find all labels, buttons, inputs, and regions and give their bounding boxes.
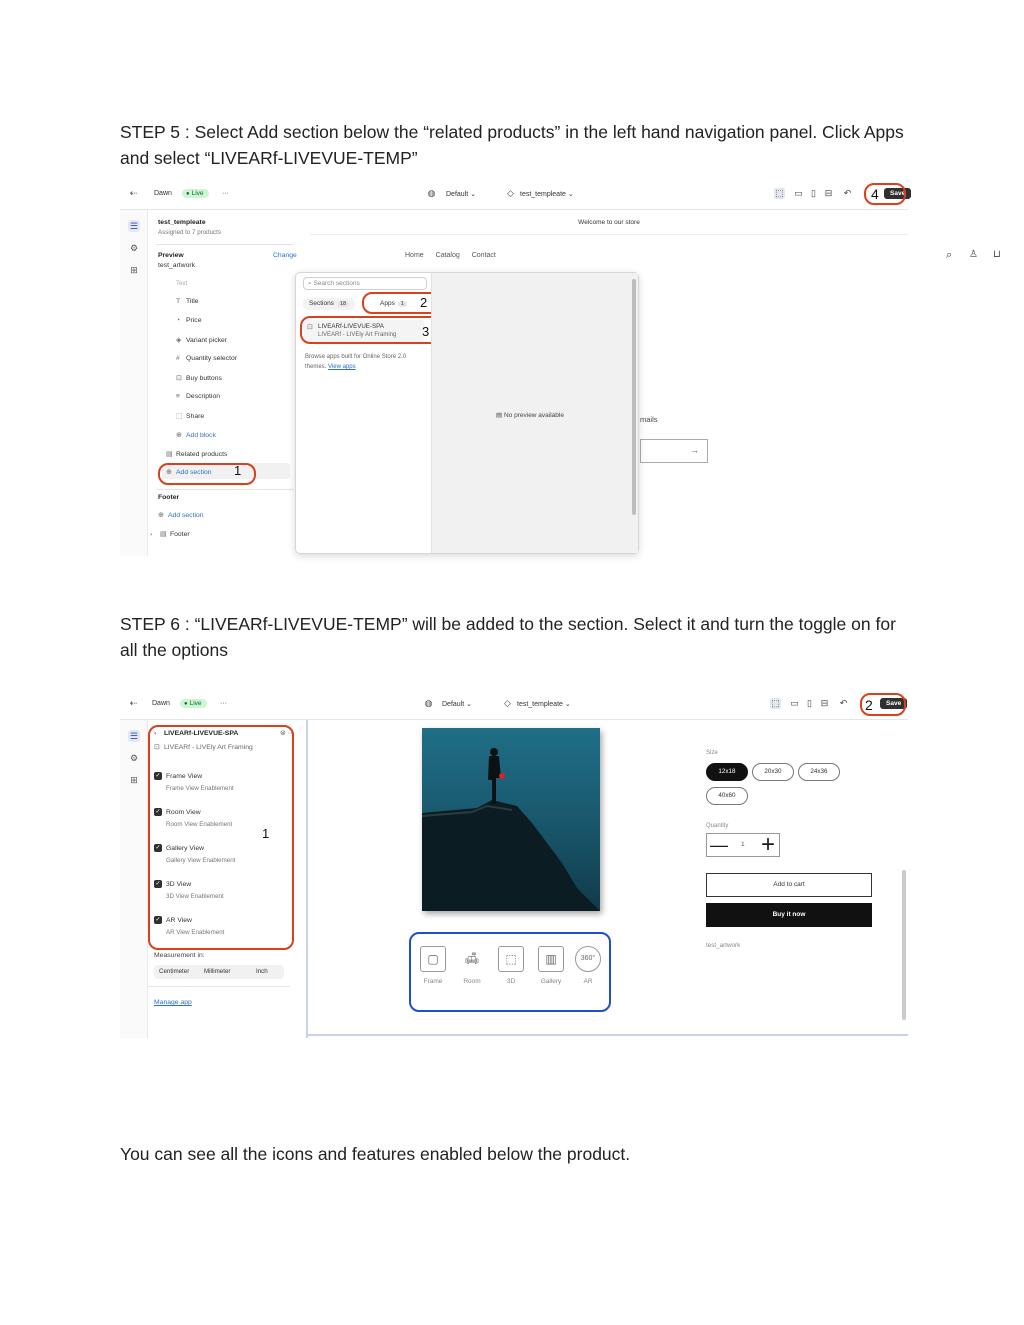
footer-add-section-button[interactable]: ⊕ Add section bbox=[158, 512, 204, 519]
gallery-view-checkbox[interactable]: ✓ Gallery View bbox=[155, 844, 205, 852]
plus-circle-icon: ⊕ bbox=[166, 469, 172, 476]
add-to-cart-button[interactable]: Add to cart bbox=[706, 873, 872, 897]
step-5-instruction: STEP 5 : Select Add section below the “related products” in the left hand navigation panel. Click Apps and select “LIVEARf-LIVEVUE-TEMP” bbox=[120, 122, 904, 168]
template-assigned: Assigned to 7 products bbox=[158, 229, 221, 236]
chevron-right-icon: › bbox=[150, 531, 153, 538]
step-6-instruction: STEP 6 : “LIVEARf-LIVEVUE-TEMP” will be added to the section. Select it and turn the toggle on for all the options bbox=[120, 614, 896, 660]
product-preview bbox=[306, 720, 908, 1038]
block-price[interactable]: ◔ Price bbox=[176, 317, 202, 324]
gallery-view-help: Gallery View Enablement bbox=[166, 857, 236, 864]
exit-icon[interactable]: ⇠ bbox=[129, 698, 138, 708]
annotation-circle-2 bbox=[860, 693, 906, 716]
template-title: test_templeate bbox=[158, 219, 206, 226]
footer-section-item[interactable]: › ▤ Footer bbox=[150, 531, 190, 538]
feature-gallery[interactable]: ▥ Gallery bbox=[532, 946, 570, 985]
plus-circle-icon: ⊕ bbox=[176, 432, 182, 439]
annotation-3: 3 bbox=[422, 324, 430, 339]
more-menu-button[interactable]: ··· bbox=[220, 700, 227, 707]
inspector-icon[interactable]: ⬚ bbox=[775, 188, 784, 198]
checkbox-checked-icon: ✓ bbox=[155, 845, 161, 851]
globe-icon: ◍ bbox=[424, 698, 433, 708]
rock-silhouette bbox=[422, 728, 600, 911]
section-icon: ▤ bbox=[166, 451, 173, 458]
size-chip-20x30[interactable]: 20x30 bbox=[752, 763, 794, 781]
chevron-left-icon: ‹ bbox=[154, 730, 157, 737]
preview-icon: ▤ bbox=[496, 412, 504, 419]
checkbox-checked-icon: ✓ bbox=[155, 917, 161, 923]
picker-scrollbar[interactable] bbox=[632, 279, 636, 515]
template-selector[interactable]: test_templeate ⌄ bbox=[517, 701, 571, 708]
size-chip-40x60[interactable]: 40x60 bbox=[706, 787, 748, 805]
annotation-circle-3 bbox=[300, 316, 452, 344]
arrow-right-icon: → bbox=[690, 445, 699, 455]
frame-icon: ▢ bbox=[420, 946, 446, 972]
app-block-title[interactable]: ‹ LIVEARf-LIVEVUE-SPA bbox=[154, 730, 239, 737]
buy-it-now-button[interactable]: Buy it now bbox=[706, 903, 872, 927]
undo-icon[interactable]: ↶ bbox=[843, 188, 852, 198]
nav-home[interactable]: Home bbox=[405, 252, 424, 259]
variant-icon: ◈ bbox=[176, 337, 182, 344]
apps-icon[interactable]: ⊞ bbox=[130, 775, 138, 785]
app-name: LIVEARf-LIVEVUE-SPA bbox=[318, 323, 384, 330]
block-variant-picker[interactable]: ◈ Variant picker bbox=[176, 337, 228, 344]
annotation-box-1 bbox=[148, 725, 294, 950]
no-preview-text: ▤ No preview available bbox=[496, 412, 564, 419]
default-selector[interactable]: Default ⌄ bbox=[446, 191, 476, 198]
quantity-stepper[interactable] bbox=[706, 833, 780, 857]
checkbox-checked-icon: ✓ bbox=[155, 809, 161, 815]
sections-icon[interactable]: ☰ bbox=[129, 731, 139, 741]
product-image bbox=[422, 728, 600, 911]
announcement-bar: Welcome to our store bbox=[310, 210, 908, 235]
apps-icon[interactable]: ⊞ bbox=[130, 265, 138, 275]
frame-view-checkbox[interactable]: ✓ Frame View bbox=[155, 772, 203, 780]
section-preview-pane bbox=[431, 273, 638, 553]
3d-icon: ⬚ bbox=[498, 946, 524, 972]
fullscreen-icon[interactable]: ⊟ bbox=[824, 188, 833, 198]
gallery-icon: ▥ bbox=[538, 946, 564, 972]
room-icon: 🛋 bbox=[464, 951, 480, 965]
search-icon: ⌕ bbox=[308, 280, 314, 287]
desktop-icon[interactable]: ▭ bbox=[794, 188, 803, 198]
share-icon: ⬚ bbox=[176, 413, 183, 420]
editor-rail bbox=[120, 720, 148, 1038]
theme-name: Dawn bbox=[152, 700, 170, 707]
live-badge: ● Live bbox=[180, 699, 207, 708]
block-description[interactable]: ≡ Description bbox=[176, 393, 220, 400]
cart-icon[interactable]: ⊔ bbox=[993, 249, 1001, 260]
account-icon[interactable]: ♙ bbox=[969, 249, 978, 260]
search-icon[interactable]: ⌕ bbox=[946, 249, 953, 261]
inspector-icon[interactable]: ⬚ bbox=[771, 698, 780, 708]
checkbox-checked-icon: ✓ bbox=[155, 881, 161, 887]
vendor-text: test_artwork bbox=[706, 942, 741, 949]
3d-view-help: 3D View Enablement bbox=[166, 893, 224, 900]
block-title[interactable]: T Title bbox=[176, 298, 199, 305]
ar-view-help: AR View Enablement bbox=[166, 929, 225, 936]
add-section-picker bbox=[295, 272, 639, 554]
cart-icon: ⊡ bbox=[176, 375, 182, 382]
sections-icon[interactable]: ☰ bbox=[129, 221, 139, 231]
theme-name: Dawn bbox=[154, 190, 172, 197]
text-block-cut: Text bbox=[176, 280, 188, 287]
footer-heading: Footer bbox=[158, 494, 180, 501]
annotation-circle-4 bbox=[864, 183, 906, 205]
email-input[interactable] bbox=[640, 439, 708, 463]
quantity-label: Quantity bbox=[706, 823, 729, 829]
tag-icon: ◇ bbox=[507, 188, 514, 198]
room-view-help: Room View Enablement bbox=[166, 821, 233, 828]
settings-icon[interactable]: ⚙ bbox=[129, 243, 139, 253]
unit-centimeter[interactable]: Centimeter bbox=[159, 968, 190, 975]
related-products-section[interactable]: ▤ Related products bbox=[166, 451, 228, 458]
block-quantity-selector[interactable]: # Quantity selector bbox=[176, 355, 237, 362]
screenshot-step-5 bbox=[120, 180, 1001, 556]
save-button[interactable]: Save bbox=[884, 188, 911, 199]
preview-value: test_artwork bbox=[158, 262, 196, 269]
settings-icon[interactable]: ⚙ bbox=[129, 753, 139, 763]
hash-icon: # bbox=[176, 355, 180, 362]
editor-topbar bbox=[120, 690, 908, 720]
annotation-4: 4 bbox=[871, 186, 879, 202]
quantity-value: 1 bbox=[741, 841, 745, 848]
annotation-2: 2 bbox=[865, 697, 873, 713]
size-label: Size bbox=[706, 750, 718, 756]
lines-icon: ≡ bbox=[176, 393, 180, 400]
footer-icon: ▤ bbox=[160, 531, 167, 538]
editor-sidebar bbox=[148, 210, 302, 556]
annotation-1: 1 bbox=[234, 463, 242, 478]
add-block-button[interactable]: ⊕ Add block bbox=[176, 432, 216, 439]
block-share[interactable]: ⬚ Share bbox=[176, 413, 205, 420]
exit-icon[interactable]: ⇠ bbox=[129, 188, 138, 198]
feature-room[interactable]: 🛋 Room bbox=[455, 946, 489, 985]
ar-icon: 360° bbox=[575, 946, 601, 972]
text-icon: T bbox=[176, 298, 181, 305]
live-badge: ● Live bbox=[182, 189, 209, 198]
app-icon: ⊡ bbox=[307, 324, 313, 331]
search-sections-input[interactable]: ⌕ Search sections bbox=[303, 277, 427, 290]
ar-view-checkbox[interactable]: ✓ AR View bbox=[155, 916, 192, 924]
editor-topbar bbox=[120, 180, 908, 210]
annotation-2: 2 bbox=[420, 295, 428, 310]
undo-icon[interactable]: ↶ bbox=[839, 698, 848, 708]
fullscreen-icon[interactable]: ⊟ bbox=[820, 698, 829, 708]
app-block-subtitle: ⊡ LIVEARf - LIVEly Art Framing bbox=[154, 744, 253, 751]
change-link[interactable]: Change bbox=[273, 252, 297, 259]
app-settings-panel bbox=[148, 720, 302, 1038]
browse-apps-text: Browse apps built for Online Store 2.0 themes. View apps bbox=[305, 354, 407, 370]
preview-label: Preview bbox=[158, 252, 184, 259]
conclusion-text: You can see all the icons and features enabled below the product. bbox=[120, 1144, 631, 1164]
feature-3d[interactable]: ⬚ 3D bbox=[494, 946, 528, 985]
screenshot-step-6 bbox=[120, 690, 908, 1038]
size-chip-24x36[interactable]: 24x36 bbox=[798, 763, 840, 781]
database-icon[interactable]: ⊜ ··· bbox=[280, 730, 295, 737]
tag-icon: ◇ bbox=[504, 698, 511, 708]
frame-view-help: Frame View Enablement bbox=[166, 785, 234, 792]
measurement-label: Measurement in: bbox=[154, 952, 205, 959]
desktop-icon[interactable]: ▭ bbox=[790, 698, 799, 708]
annotation-circle-2 bbox=[362, 292, 442, 314]
plus-icon[interactable]: + bbox=[760, 831, 775, 858]
unit-inch[interactable]: Inch bbox=[256, 968, 268, 975]
annotation-1: 1 bbox=[262, 826, 270, 841]
template-selector[interactable]: test_templeate ⌄ bbox=[520, 191, 574, 198]
view-apps-link[interactable]: View apps bbox=[328, 364, 356, 370]
more-menu-button[interactable]: ··· bbox=[222, 190, 229, 197]
minus-icon[interactable]: — bbox=[710, 835, 728, 855]
feature-ar[interactable]: 360° AR bbox=[571, 946, 605, 985]
tab-apps[interactable]: Apps 1 bbox=[374, 298, 413, 310]
measurement-unit-selector bbox=[154, 965, 284, 979]
app-icon: ⊡ bbox=[154, 744, 160, 751]
unit-millimeter[interactable]: Millimeter bbox=[204, 968, 231, 975]
mobile-icon[interactable]: ▯ bbox=[811, 188, 816, 198]
preview-scrollbar[interactable] bbox=[902, 870, 906, 1020]
feature-frame[interactable]: ▢ Frame bbox=[416, 946, 450, 985]
globe-icon: ◍ bbox=[427, 188, 436, 198]
add-section-button[interactable]: ⊕ Add section bbox=[166, 469, 212, 476]
emails-text-cut: mails bbox=[640, 415, 658, 424]
tab-sections[interactable]: Sections 18 bbox=[303, 298, 355, 310]
nav-catalog[interactable]: Catalog bbox=[435, 252, 460, 259]
size-chip-12x18[interactable]: 12x18 bbox=[706, 763, 748, 781]
editor-rail bbox=[120, 210, 148, 556]
manage-app-link[interactable]: Manage app bbox=[154, 999, 192, 1006]
block-buy-buttons[interactable]: ⊡ Buy buttons bbox=[176, 375, 222, 382]
checkbox-checked-icon: ✓ bbox=[155, 773, 161, 779]
mobile-icon[interactable]: ▯ bbox=[807, 698, 812, 708]
app-subtitle: LIVEARf - LIVEly Art Framing bbox=[318, 332, 397, 338]
default-selector[interactable]: Default ⌄ bbox=[442, 701, 472, 708]
annotation-circle-1 bbox=[158, 463, 256, 485]
plus-circle-icon: ⊕ bbox=[158, 512, 164, 519]
save-button[interactable]: Save bbox=[880, 698, 907, 709]
price-icon: ◔ bbox=[176, 317, 181, 324]
3d-view-checkbox[interactable]: ✓ 3D View bbox=[155, 880, 192, 888]
room-view-checkbox[interactable]: ✓ Room View bbox=[155, 808, 201, 816]
nav-contact[interactable]: Contact bbox=[471, 252, 496, 259]
